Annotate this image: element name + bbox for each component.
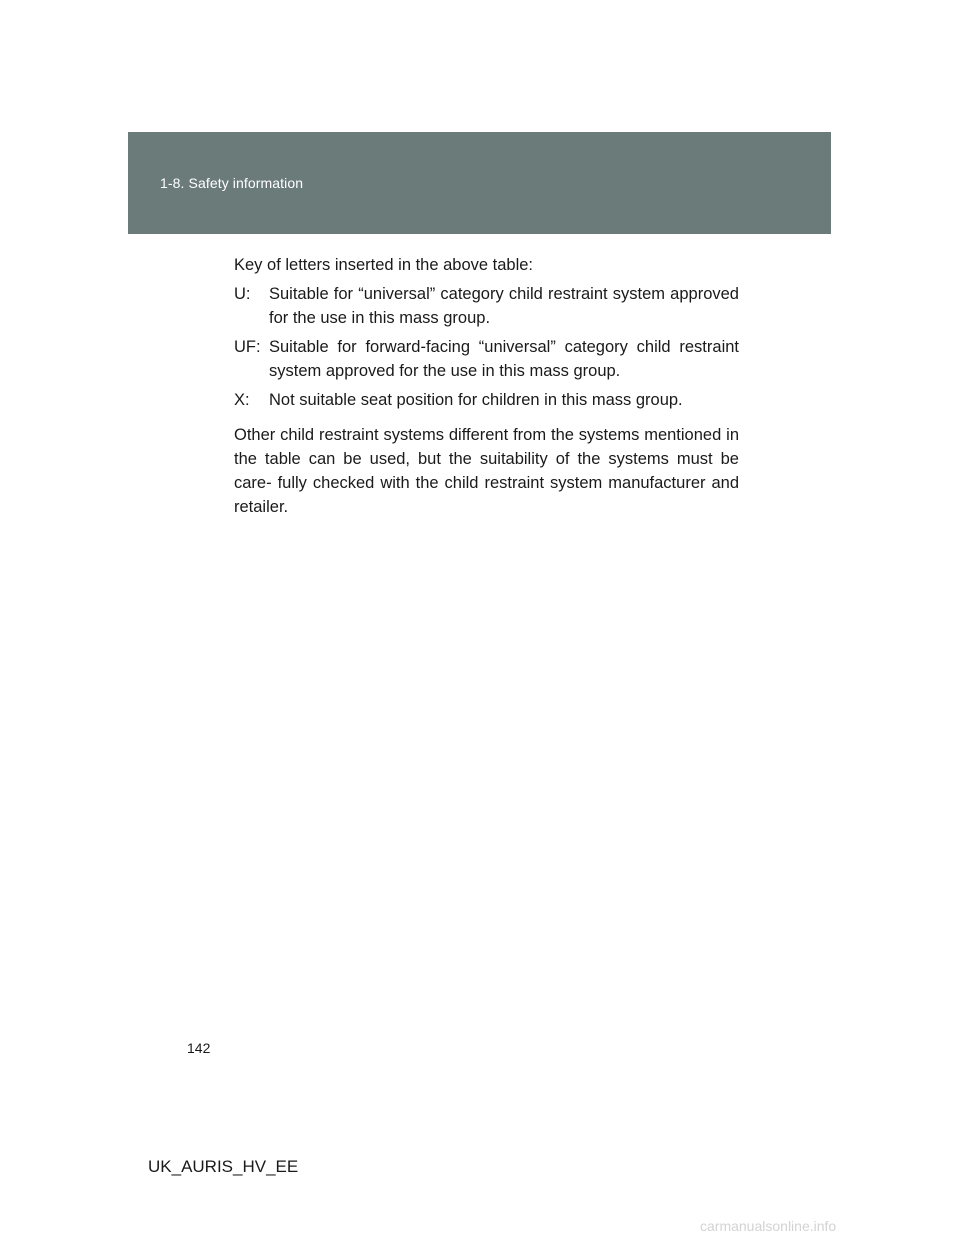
key-letter: U:: [234, 285, 251, 303]
key-item-x: [234, 388, 739, 412]
key-item-u: [234, 282, 739, 330]
key-letter: UF:: [234, 338, 261, 356]
key-item-uf: [234, 335, 739, 383]
main-content: [234, 253, 739, 519]
key-letter: X:: [234, 391, 250, 409]
section-title: 1-8. Safety information: [160, 175, 304, 191]
key-description: Suitable for “universal” category child restraint system approved for the use in this mass group.: [269, 285, 739, 327]
key-description: Suitable for forward-facing “universal” category child restraint system approved for the use in this mass group.: [269, 338, 739, 380]
key-description: Not suitable seat position for children in this mass group.: [269, 391, 683, 409]
restraint-note: Other child restraint systems different from the systems mentioned in the table can be used, but the suitability of the systems must be care- fully checked with the child restraint system manufacturer and retailer.: [234, 426, 739, 516]
watermark-text: carmanualsonline.info: [700, 1218, 837, 1234]
section-header-band: [128, 132, 831, 234]
key-intro: Key of letters inserted in the above table:: [234, 256, 534, 274]
key-list: [234, 282, 739, 412]
page-number: 142: [187, 1040, 211, 1056]
document-code: UK_AURIS_HV_EE: [148, 1157, 299, 1176]
